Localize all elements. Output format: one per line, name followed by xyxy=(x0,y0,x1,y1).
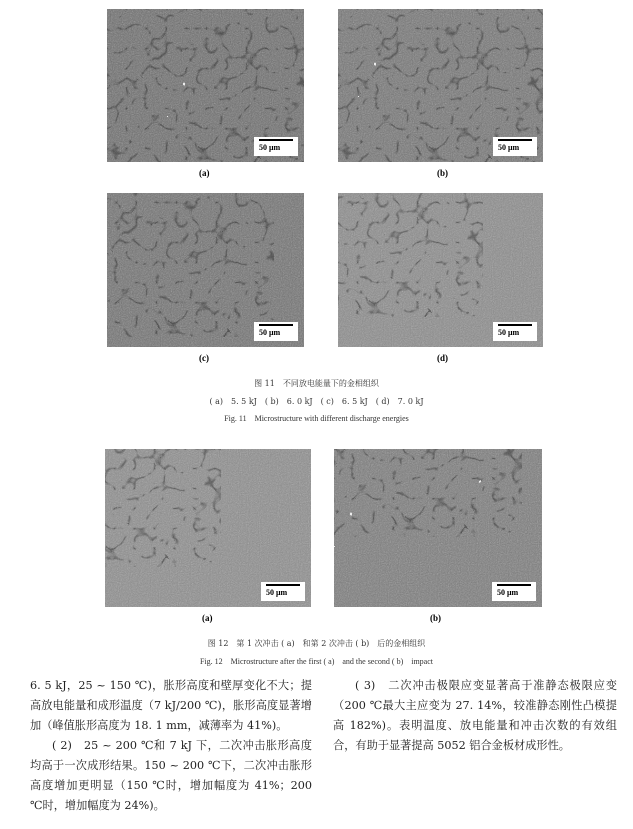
fig12-micrograph-b xyxy=(334,449,542,607)
fig11-micrograph-b xyxy=(338,9,543,162)
fig11-micrograph-a xyxy=(107,9,304,162)
fig12-micrograph-a xyxy=(105,449,311,607)
fig12-caption-en: Fig. 12 Microstructure after the first ( a) and the second ( b) impact xyxy=(199,657,434,666)
scale-bar: 50 μm xyxy=(493,322,537,341)
right-column xyxy=(333,676,617,756)
scale-bar: 50 μm xyxy=(261,582,305,601)
panel-label: (d) xyxy=(437,353,448,363)
paragraph: ( 2) 25 ~ 200 ℃和 7 kJ 下，二次冲击胀形高度均高于一次成形结果。150 ~ 200 ℃下，二次冲击胀形高度增加更明显（150 ℃时，增加幅度为 41%；200 ℃时，增加幅度为 24%)。 xyxy=(30,739,312,812)
fig11-micrograph-d xyxy=(338,193,543,347)
scale-bar: 50 μm xyxy=(493,137,537,156)
scale-bar: 50 μm xyxy=(492,582,536,601)
fig11-caption-en: Fig. 11 Microstructure with different discharge energies xyxy=(224,414,409,423)
panel-label: (b) xyxy=(430,613,441,623)
paragraph: 6. 5 kJ，25 ~ 150 ℃)，胀形高度和壁厚变化不大；提高放电能量和成形温度（7 kJ/200 ℃)，胀形高度显著增加（峰值胀形高度为 18. 1 mm，减薄率为 41%)。 xyxy=(30,679,312,732)
panel-label: (a) xyxy=(202,613,213,623)
scale-bar: 50 μm xyxy=(254,322,298,341)
scale-bar: 50 μm xyxy=(254,137,298,156)
panel-label: (b) xyxy=(437,168,448,178)
fig12-caption-cn: 图 12 第 1 次冲击 ( a) 和第 2 次冲击 ( b) 后的金相组织 xyxy=(207,639,426,648)
fig11-caption-cn: 图 11 不同放电能量下的金相组织 xyxy=(254,379,379,388)
panel-label: (c) xyxy=(199,353,209,363)
left-column xyxy=(30,676,312,816)
fig11-micrograph-c xyxy=(107,193,304,347)
panel-label: (a) xyxy=(199,168,210,178)
fig11-caption-sub: ( a) 5. 5 kJ ( b) 6. 0 kJ ( c) 6. 5 kJ ( d) 7. 0 kJ xyxy=(209,397,424,406)
paragraph: ( 3) 二次冲击极限应变显著高于准静态极限应变（200 ℃最大主应变为 27. 14%，较准静态刚性凸模提高 182%)。表明温度、放电能量和冲击次数的有效组合，有助于显著提高 5052 铝合金板材成形性。 xyxy=(333,679,617,752)
